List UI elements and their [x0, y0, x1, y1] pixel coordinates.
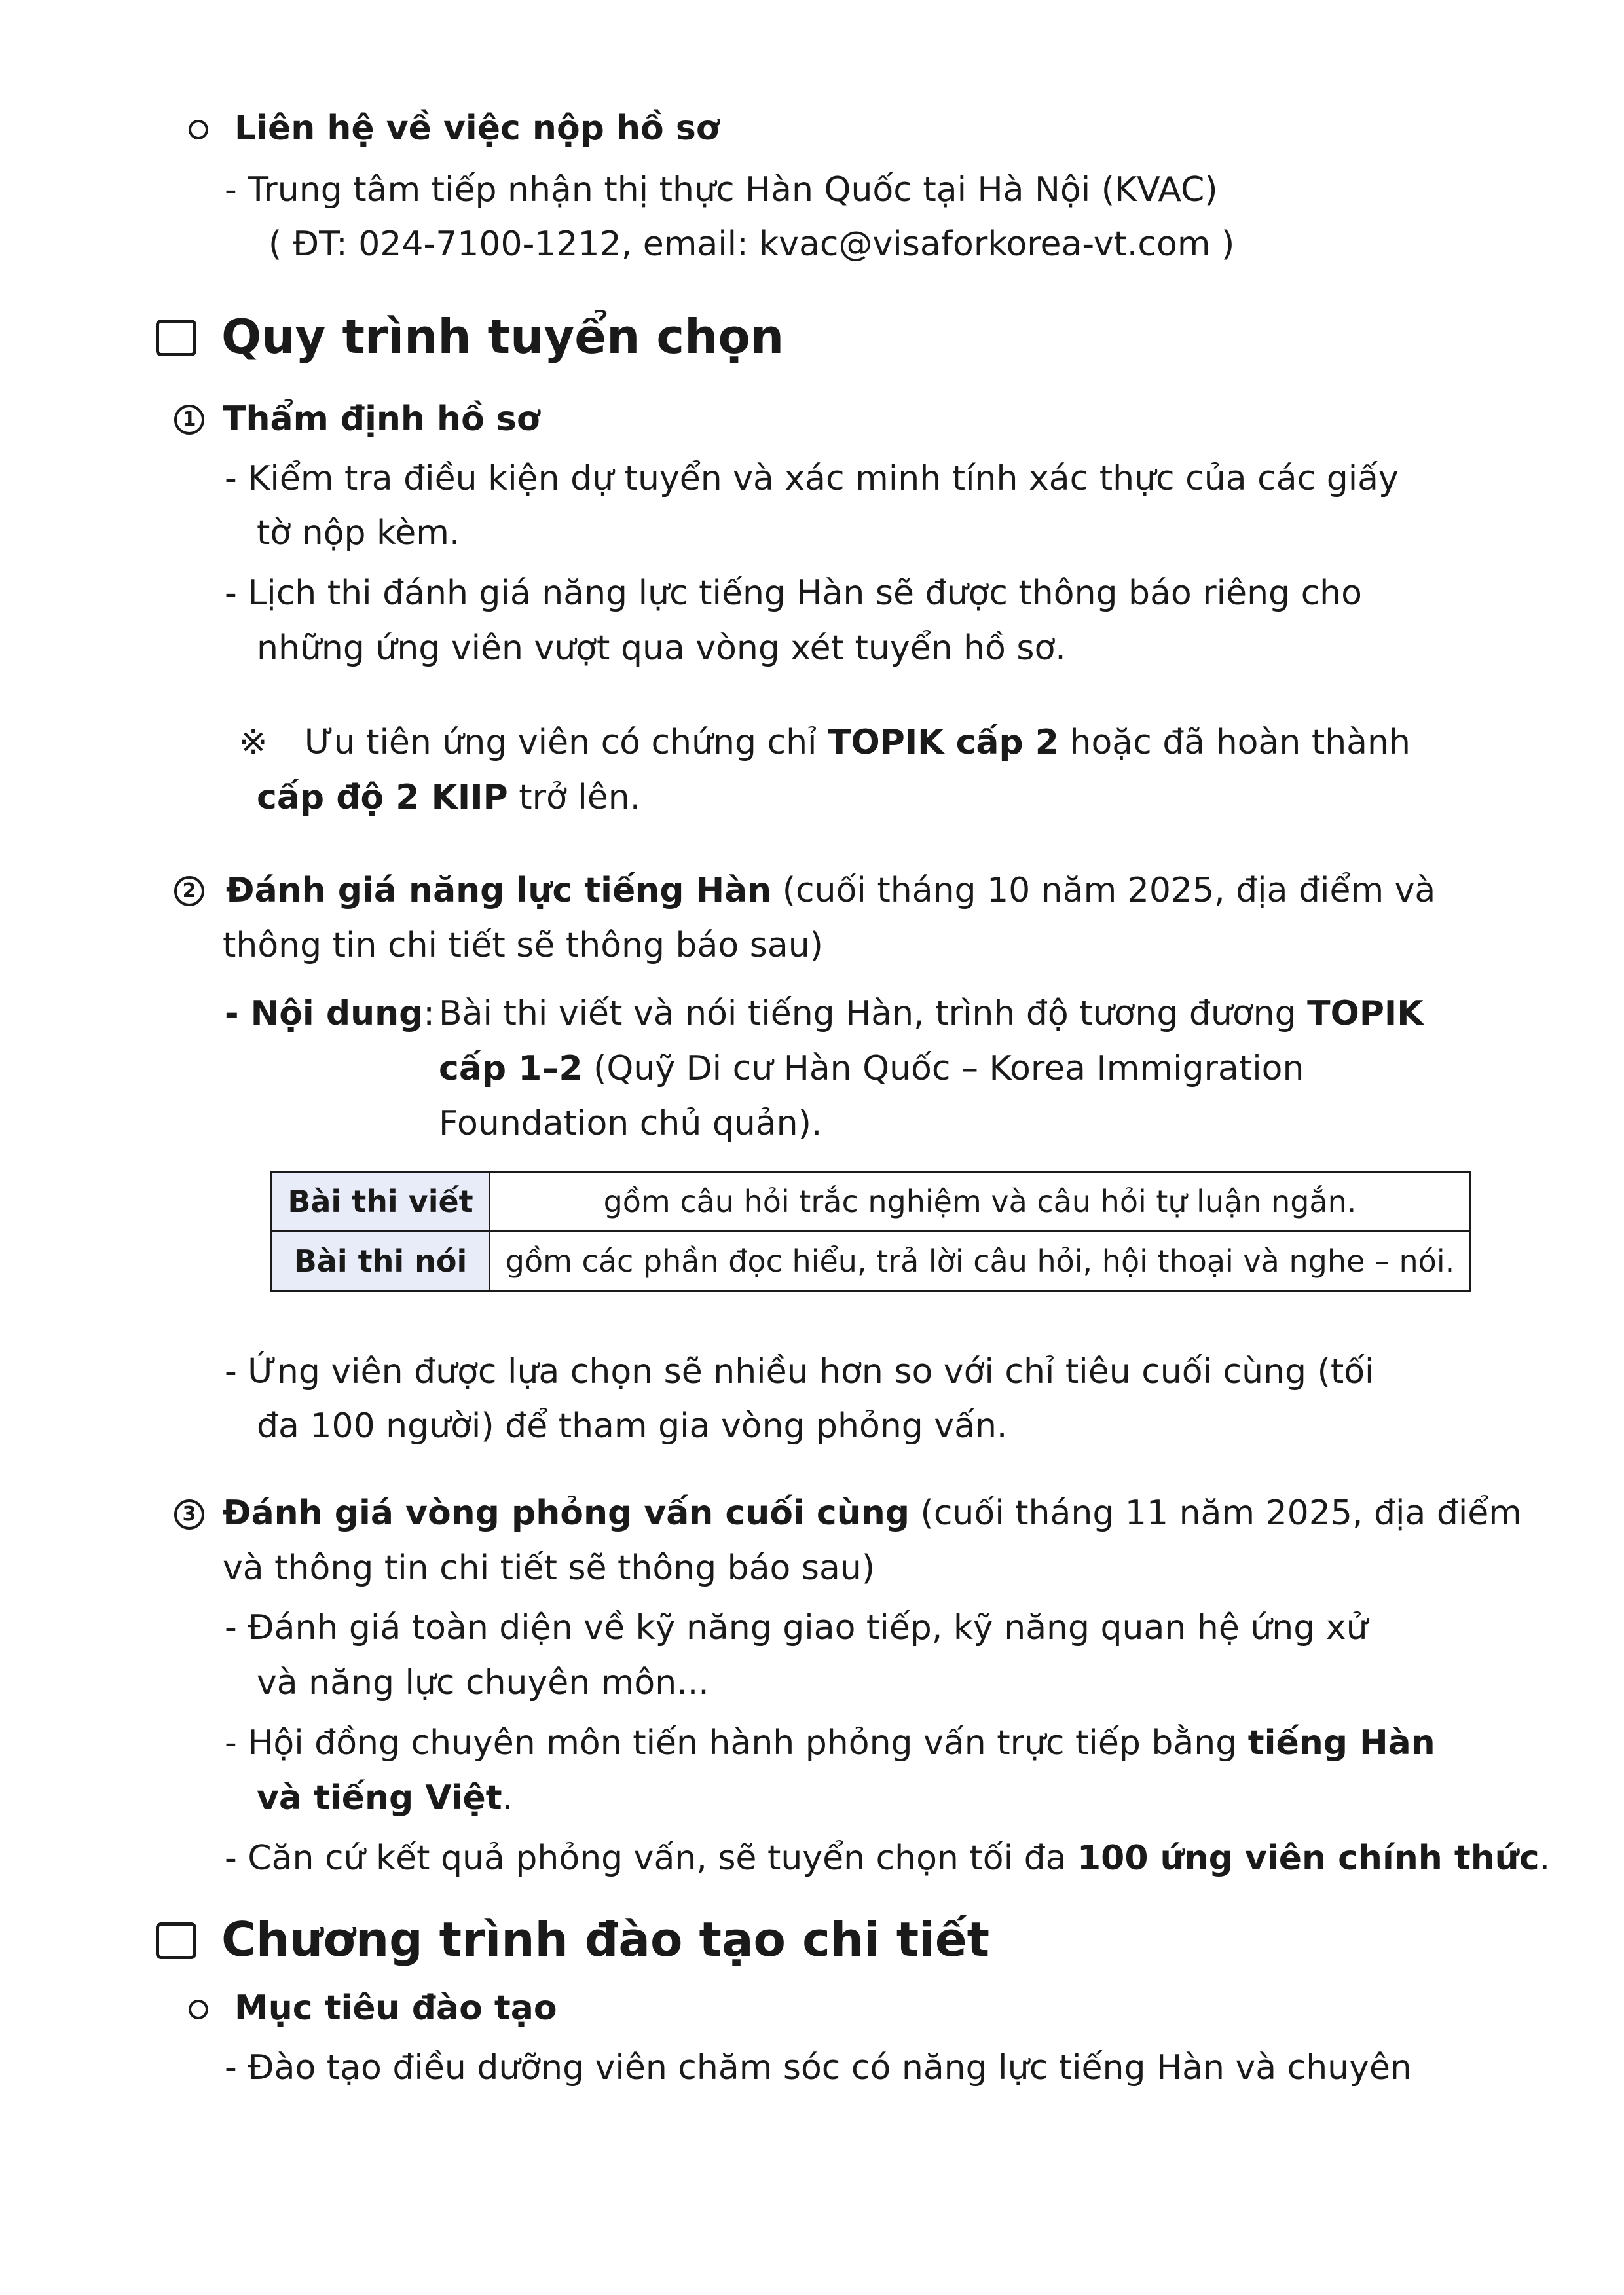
training-title: Chương trình đào tạo chi tiết	[221, 1912, 990, 1967]
step3-title-line2: và thông tin chi tiết sẽ thông báo sau)	[223, 1549, 876, 1588]
step2-content-line2: cấp 1–2 (Quỹ Di cư Hàn Quốc – Korea Immigration	[439, 1049, 1304, 1088]
step-number-2: 2	[174, 876, 204, 906]
step-number-3: 3	[174, 1499, 204, 1530]
table-row	[272, 1172, 1471, 1232]
table-value-cell: gồm các phần đọc hiểu, trả lời câu hỏi, hội thoại và nghe – nói.	[490, 1232, 1471, 1291]
step2-content-line3: Foundation chủ quản).	[439, 1104, 822, 1143]
step1-item1-line1: - Kiểm tra điều kiện dự tuyển và xác minh tính xác thực của các giấy	[225, 459, 1399, 498]
table-row	[272, 1232, 1471, 1291]
step3-item1-line2: và năng lực chuyên môn...	[257, 1663, 709, 1702]
step3-item1-line1: - Đánh giá toàn diện về kỹ năng giao tiếp, kỹ năng quan hệ ứng xử	[225, 1608, 1368, 1647]
exam-table	[270, 1171, 1471, 1292]
circle-bullet-icon	[189, 2000, 208, 2019]
contact-line-1: - Trung tâm tiếp nhận thị thực Hàn Quốc tại Hà Nội (KVAC)	[225, 170, 1218, 210]
contact-line-2: ( ĐT: 024-7100-1212, email: kvac@visaforkorea-vt.com )	[268, 225, 1235, 264]
contact-heading: Liên hệ về việc nộp hồ sơ	[234, 109, 720, 148]
step1-item2-line2: những ứng viên vượt qua vòng xét tuyển hồ sơ.	[257, 629, 1066, 668]
training-goal-line1: - Đào tạo điều dưỡng viên chăm sóc có năng lực tiếng Hàn và chuyên	[225, 2048, 1412, 2087]
selection-title: Quy trình tuyển chọn	[221, 309, 784, 364]
step3-item2-line1: - Hội đồng chuyên môn tiến hành phỏng vấn trực tiếp bằng tiếng Hàn	[225, 1723, 1435, 1763]
step1-note-line1: Ưu tiên ứng viên có chứng chỉ TOPIK cấp 2 hoặc đã hoàn thành	[304, 723, 1411, 762]
step-number-1: 1	[174, 405, 204, 435]
section-checkbox-icon	[156, 320, 196, 356]
step2-after-line1: - Ứng viên được lựa chọn sẽ nhiều hơn so với chỉ tiêu cuối cùng (tối	[225, 1352, 1375, 1391]
step2-content-label: - Nội dung:	[225, 994, 435, 1033]
step3-item2-line2: và tiếng Việt.	[257, 1778, 513, 1818]
step2-content-line1: Bài thi viết và nói tiếng Hàn, trình độ tương đương TOPIK	[439, 994, 1424, 1033]
note-mark: ※	[239, 723, 268, 762]
step3-title-line: Đánh giá vòng phỏng vấn cuối cùng (cuối tháng 11 năm 2025, địa điểm	[223, 1494, 1522, 1533]
circle-bullet-icon	[189, 120, 208, 139]
step2-after-line2: đa 100 người) để tham gia vòng phỏng vấn.	[257, 1406, 1008, 1446]
step1-item2-line1: - Lịch thi đánh giá năng lực tiếng Hàn sẽ được thông báo riêng cho	[225, 574, 1362, 613]
training-goal-heading: Mục tiêu đào tạo	[234, 1989, 557, 2028]
step1-item1-line2: tờ nộp kèm.	[257, 513, 460, 553]
table-value-cell: gồm câu hỏi trắc nghiệm và câu hỏi tự luận ngắn.	[490, 1172, 1471, 1232]
step2-title-line: Đánh giá năng lực tiếng Hàn (cuối tháng 10 năm 2025, địa điểm và	[226, 871, 1436, 910]
step1-note-line2: cấp độ 2 KIIP trở lên.	[257, 778, 641, 817]
step2-title-line2: thông tin chi tiết sẽ thông báo sau)	[223, 926, 823, 965]
step1-title: Thẩm định hồ sơ	[223, 399, 540, 439]
table-header-cell: Bài thi viết	[272, 1172, 490, 1232]
table-header-cell: Bài thi nói	[272, 1232, 490, 1291]
step3-item3: - Căn cứ kết quả phỏng vấn, sẽ tuyển chọn tối đa 100 ứng viên chính thức.	[225, 1839, 1551, 1878]
section-checkbox-icon	[156, 1922, 196, 1959]
